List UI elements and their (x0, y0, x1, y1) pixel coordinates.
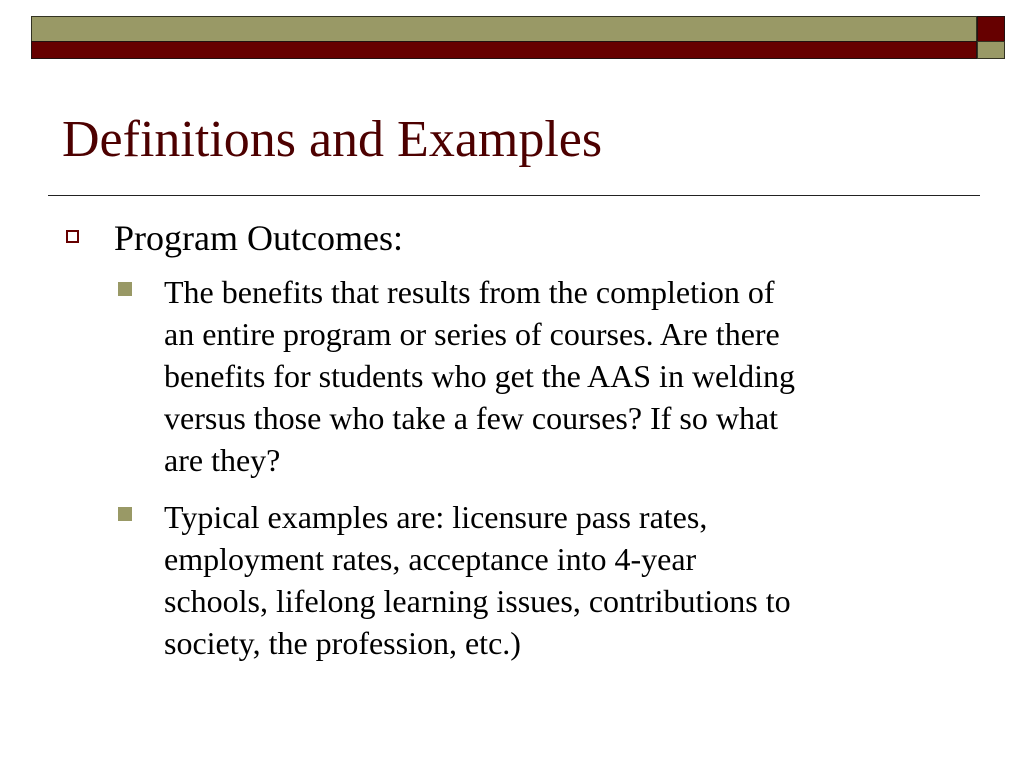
filled-square-bullet-icon (118, 282, 132, 296)
text-line: an entire program or series of courses. Are there (164, 316, 780, 352)
text-line: benefits for students who get the AAS in welding (164, 358, 796, 394)
bullet-text: Program Outcomes: (114, 218, 403, 258)
filled-square-bullet-icon (118, 507, 132, 521)
text-line: schools, lifelong learning issues, contributions to (164, 583, 791, 619)
sub-bullet-text (164, 496, 791, 664)
header-bar-maroon (31, 41, 977, 59)
text-line: society, the profession, etc.) (164, 625, 521, 661)
slide-title: Definitions and Examples (62, 111, 603, 168)
text-line: are they? (164, 442, 281, 478)
text-line: Typical examples are: licensure pass rates, (164, 499, 708, 535)
header-square-maroon (977, 16, 1005, 42)
header-square-olive (977, 41, 1005, 59)
hollow-square-bullet-icon (66, 230, 79, 243)
text-line: versus those who take a few courses? If so what (164, 400, 779, 436)
text-line: employment rates, acceptance into 4-year (164, 541, 697, 577)
text-line: The benefits that results from the completion of (164, 274, 775, 310)
title-divider (48, 195, 980, 196)
sub-bullet-text (164, 271, 795, 481)
header-bar-olive (31, 16, 977, 42)
